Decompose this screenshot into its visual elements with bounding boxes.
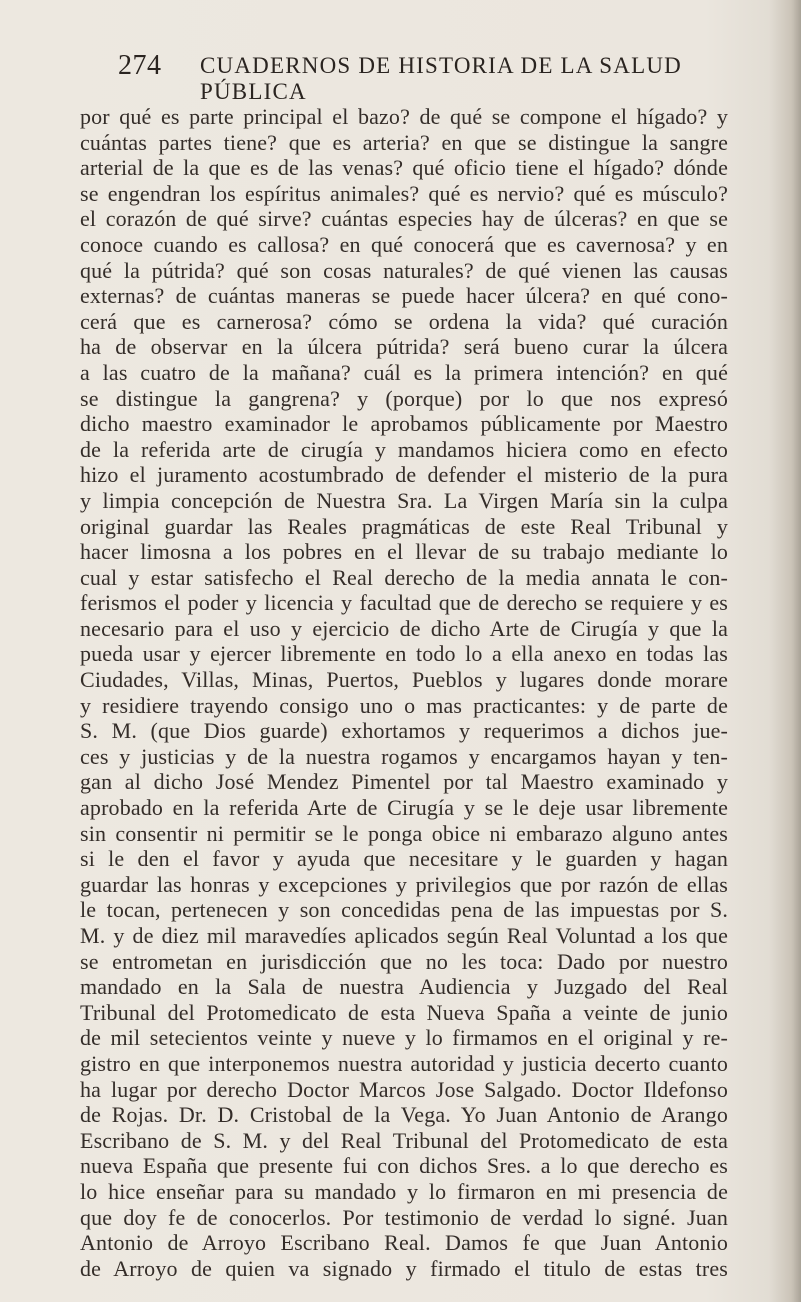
text-line: S. M. (que Dios guarde) exhortamos y requerimos a dichos jue- [80,718,728,744]
text-line: gan al dicho José Mendez Pimentel por tal Maestro examinado y [80,769,728,795]
text-line: guardar las honras y excepciones y privilegios que por razón de ellas [80,871,728,897]
text-line: nueva España que presente fui con dichos Sres. a lo que derecho es [80,1153,728,1179]
text-line: cerá que es carnerosa? cómo se ordena la vida? qué curación [80,308,728,334]
text-line: lo hice enseñar para su mandado y lo firmaron en mi presencia de [80,1178,728,1204]
text-line: se entrometan en jurisdicción que no les toca: Dado por nuestro [80,948,728,974]
text-line: conoce cuando es callosa? en qué conocerá que es cavernosa? y en [80,231,728,257]
text-line: original guardar las Reales pragmáticas de este Real Tribunal y [80,513,728,539]
text-line: ha lugar por derecho Doctor Marcos Jose Salgado. Doctor Ildefonso [80,1076,728,1102]
page-edge-shadow [791,0,801,1302]
text-line: por qué es parte principal el bazo? de qué se compone el hígado? y [80,104,728,129]
page-number: 274 [118,50,162,81]
text-line: necesario para el uso y ejercicio de dicho Arte de Cirugía y que la [80,615,728,641]
text-line: mandado en la Sala de nuestra Audiencia y Juzgado del Real [80,974,728,1000]
text-line: ha de observar en la úlcera pútrida? será bueno curar la úlcera [80,334,728,360]
text-line: que doy fe de conocerlos. Por testimonio de verdad lo signé. Juan [80,1204,728,1230]
text-line: el corazón de qué sirve? cuántas especies hay de úlceras? en que se [80,206,728,232]
page-header [118,50,738,104]
text-line: si le den el favor y ayuda que necesitare y le guarden y hagan [80,846,728,872]
text-line: de la referida arte de cirugía y mandamos hiciera como en efecto [80,436,728,462]
text-line: de Arroyo de quien va signado y firmado el titulo de estas tres [80,1255,728,1281]
text-line: y residiere trayendo consigo uno o mas practicantes: y de parte de [80,692,728,718]
text-line: Antonio de Arroyo Escribano Real. Damos fe que Juan Antonio [80,1230,728,1256]
text-line: externas? de cuántas maneras se puede hacer úlcera? en qué cono- [80,283,728,309]
text-line: hizo el juramento acostumbrado de defender el misterio de la pura [80,462,728,488]
running-head: CUADERNOS DE HISTORIA DE LA SALUD PÚBLICA [200,53,682,104]
text-line: gistro en que interponemos nuestra autoridad y justicia decerto cuanto [80,1050,728,1076]
text-line: M. y de diez mil maravedíes aplicados según Real Voluntad a los que [80,923,728,948]
text-line: se distingue la gangrena? y (porque) por lo que nos expresó [80,385,728,411]
text-line: pueda usar y ejercer libremente en todo lo a ella anexo en todas las [80,641,728,667]
text-line: de Rojas. Dr. D. Cristobal de la Vega. Yo Juan Antonio de Arango [80,1102,728,1128]
text-line: Tribunal del Protomedicato de esta Nueva Spaña a veinte de junio [80,999,728,1025]
text-line: hacer limosna a los pobres en el llevar de su trabajo mediante lo [80,539,728,565]
text-line: cual y estar satisfecho el Real derecho de la media annata le con- [80,564,728,590]
text-line: dicho maestro examinador le aprobamos públicamente por Maestro [80,411,728,437]
text-line: ces y justicias y de la nuestra rogamos y encargamos hayan y ten- [80,743,728,769]
text-line: qué la pútrida? qué son cosas naturales? de qué vienen las causas [80,257,728,283]
text-line: Escribano de S. M. y del Real Tribunal del Protomedicato de esta [80,1127,728,1153]
text-line: de mil setecientos veinte y nueve y lo firmamos en el original y re- [80,1025,728,1051]
text-line: y limpia concepción de Nuestra Sra. La Virgen María sin la culpa [80,487,728,513]
text-line: cuántas partes tiene? que es arteria? en que se distingue la sangre [80,129,728,155]
text-line: le tocan, pertenecen y son concedidas pena de las impuestas por S. [80,897,728,923]
text-line: aprobado en la referida Arte de Cirugía y se le deje usar libremente [80,795,728,821]
text-line: se engendran los espíritus animales? qué es nervio? qué es músculo? [80,180,728,206]
text-line: sin consentir ni permitir se le ponga obice ni embarazo alguno antes [80,820,728,846]
text-line: Ciudades, Villas, Minas, Puertos, Pueblos y lugares donde morare [80,667,728,693]
text-line: a las cuatro de la mañana? cuál es la primera intención? en qué [80,359,728,385]
body-text [80,104,728,1281]
text-line: ferismos el poder y licencia y facultad que de derecho se requiere y es [80,590,728,616]
text-line: arterial de la que es de las venas? qué oficio tiene el hígado? dónde [80,155,728,181]
